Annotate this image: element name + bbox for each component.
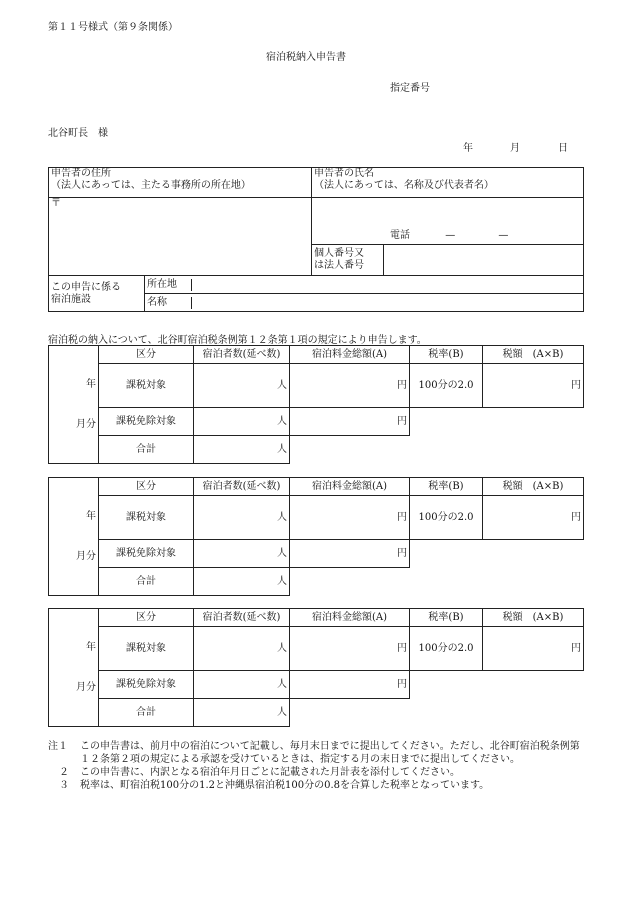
addressee: 北谷町長 様: [48, 128, 108, 139]
taxable-guests-cell[interactable]: 人: [194, 496, 290, 540]
phone-label: 電話: [390, 230, 410, 241]
total-guests-cell[interactable]: 人: [194, 568, 290, 596]
rate-header: 税率(B): [410, 609, 483, 627]
note-number: 注１: [48, 741, 68, 752]
address-input-cell[interactable]: [49, 198, 312, 276]
taxable-fee-cell[interactable]: 円: [290, 364, 410, 408]
period-cell[interactable]: [49, 478, 99, 596]
guests-header: 宿泊者数(延べ数): [194, 346, 290, 364]
rate-header: 税率(B): [410, 346, 483, 364]
exempt-label: 課税免除対象: [99, 408, 194, 436]
date-month-label: 月: [510, 143, 520, 154]
facility-name-cell[interactable]: [145, 294, 584, 312]
taxable-guests-cell[interactable]: 人: [194, 364, 290, 408]
taxable-label: 課税対象: [99, 627, 194, 671]
taxable-label: 課税対象: [99, 364, 194, 408]
name-input-cell[interactable]: [312, 198, 584, 245]
address-label: 申告者の住所: [51, 168, 111, 179]
total-label: 合計: [99, 699, 194, 727]
note-item: [48, 779, 588, 792]
note-number: ３: [59, 780, 69, 791]
exempt-guests-cell[interactable]: 人: [194, 408, 290, 436]
tax-amount-cell[interactable]: 円: [483, 496, 584, 540]
blank-area: [290, 699, 410, 727]
facility-label-line1: この申告に係る: [51, 281, 121, 293]
note-text: この申告書に、内訳となる宿泊年月日ごとに記載された月計表を添付してください。: [80, 767, 460, 778]
tax-header: 税額 (A×B): [483, 478, 584, 496]
form-title: 宿泊税納入申告書: [266, 52, 346, 63]
id-input-cell[interactable]: [384, 245, 584, 276]
blank-area: [410, 540, 584, 596]
phone-dash-1: —: [445, 230, 456, 241]
location-cell[interactable]: [145, 276, 584, 294]
statement-text: 宿泊税の納入について、北谷町宿泊税条例第１２条第１項の規定により申告します。: [48, 335, 427, 346]
total-fee-header: 宿泊料金総額(A): [290, 609, 410, 627]
note-number: ２: [59, 767, 69, 778]
exempt-guests-cell[interactable]: 人: [194, 671, 290, 699]
rate-value: 100分の2.0: [410, 364, 483, 408]
form-number: 第１１号様式（第９条関係）: [48, 22, 178, 33]
total-fee-header: 宿泊料金総額(A): [290, 478, 410, 496]
date-day-label: 日: [558, 143, 568, 154]
blank-area: [290, 568, 410, 596]
id-label-line1: 個人番号又: [314, 248, 364, 259]
year-label: 年: [86, 510, 96, 522]
facility-label-cell: [49, 276, 145, 312]
year-label: 年: [86, 378, 96, 390]
name-note: （法人にあっては、名称及び代表者名）: [314, 180, 494, 191]
date-year-label: 年: [463, 143, 473, 154]
rate-value: 100分の2.0: [410, 627, 483, 671]
applicant-table: [48, 167, 584, 312]
address-header-cell: [49, 168, 312, 198]
note-text: この申告書は、前月中の宿泊について記載し、毎月末日までに提出してください。ただし、北谷町宿泊税条例第１２条第２項の規定による承認を受けているときは、指定する月の末日までに提出してください。: [80, 741, 580, 765]
id-label-line2: は法人番号: [314, 260, 364, 271]
name-label: 申告者の氏名: [314, 168, 374, 179]
facility-label-line2: 宿泊施設: [51, 293, 91, 305]
monthly-table-2: [48, 477, 584, 596]
location-label: 所在地: [145, 279, 192, 291]
notes-section: [48, 740, 588, 792]
taxable-label: 課税対象: [99, 496, 194, 540]
exempt-fee-cell[interactable]: 円: [290, 408, 410, 436]
monthly-table-3: [48, 608, 584, 727]
exempt-fee-cell[interactable]: 円: [290, 671, 410, 699]
address-note: （法人にあっては、主たる事務所の所在地）: [51, 180, 251, 191]
exempt-label: 課税免除対象: [99, 540, 194, 568]
monthly-table-1: [48, 345, 584, 464]
total-label: 合計: [99, 568, 194, 596]
guests-header: 宿泊者数(延べ数): [194, 478, 290, 496]
guests-header: 宿泊者数(延べ数): [194, 609, 290, 627]
year-label: 年: [86, 641, 96, 653]
tax-amount-cell[interactable]: 円: [483, 627, 584, 671]
id-label-cell: [312, 245, 384, 276]
month-label: 月分: [76, 550, 96, 562]
period-cell[interactable]: [49, 609, 99, 727]
postal-mark: 〒: [51, 198, 61, 209]
tax-amount-cell[interactable]: 円: [483, 364, 584, 408]
taxable-fee-cell[interactable]: 円: [290, 496, 410, 540]
designation-label: 指定番号: [390, 83, 430, 94]
total-label: 合計: [99, 436, 194, 464]
blank-area: [410, 671, 584, 727]
rate-header: 税率(B): [410, 478, 483, 496]
note-text: 税率は、町宿泊税100分の1.2と沖縄県宿泊税100分の0.8を合算した税率となっています。: [80, 780, 490, 791]
blank-area: [410, 408, 584, 464]
month-label: 月分: [76, 418, 96, 430]
month-label: 月分: [76, 681, 96, 693]
total-fee-header: 宿泊料金総額(A): [290, 346, 410, 364]
note-item: [48, 740, 588, 766]
category-header: 区分: [99, 346, 194, 364]
taxable-guests-cell[interactable]: 人: [194, 627, 290, 671]
name-header-cell: [312, 168, 584, 198]
total-guests-cell[interactable]: 人: [194, 699, 290, 727]
taxable-fee-cell[interactable]: 円: [290, 627, 410, 671]
exempt-fee-cell[interactable]: 円: [290, 540, 410, 568]
category-header: 区分: [99, 478, 194, 496]
blank-area: [290, 436, 410, 464]
total-guests-cell[interactable]: 人: [194, 436, 290, 464]
rate-value: 100分の2.0: [410, 496, 483, 540]
note-item: [48, 766, 588, 779]
category-header: 区分: [99, 609, 194, 627]
exempt-label: 課税免除対象: [99, 671, 194, 699]
tax-header: 税額 (A×B): [483, 609, 584, 627]
facility-name-label: 名称: [145, 297, 192, 309]
period-cell[interactable]: [49, 346, 99, 464]
exempt-guests-cell[interactable]: 人: [194, 540, 290, 568]
phone-dash-2: —: [498, 230, 509, 241]
tax-header: 税額 (A×B): [483, 346, 584, 364]
